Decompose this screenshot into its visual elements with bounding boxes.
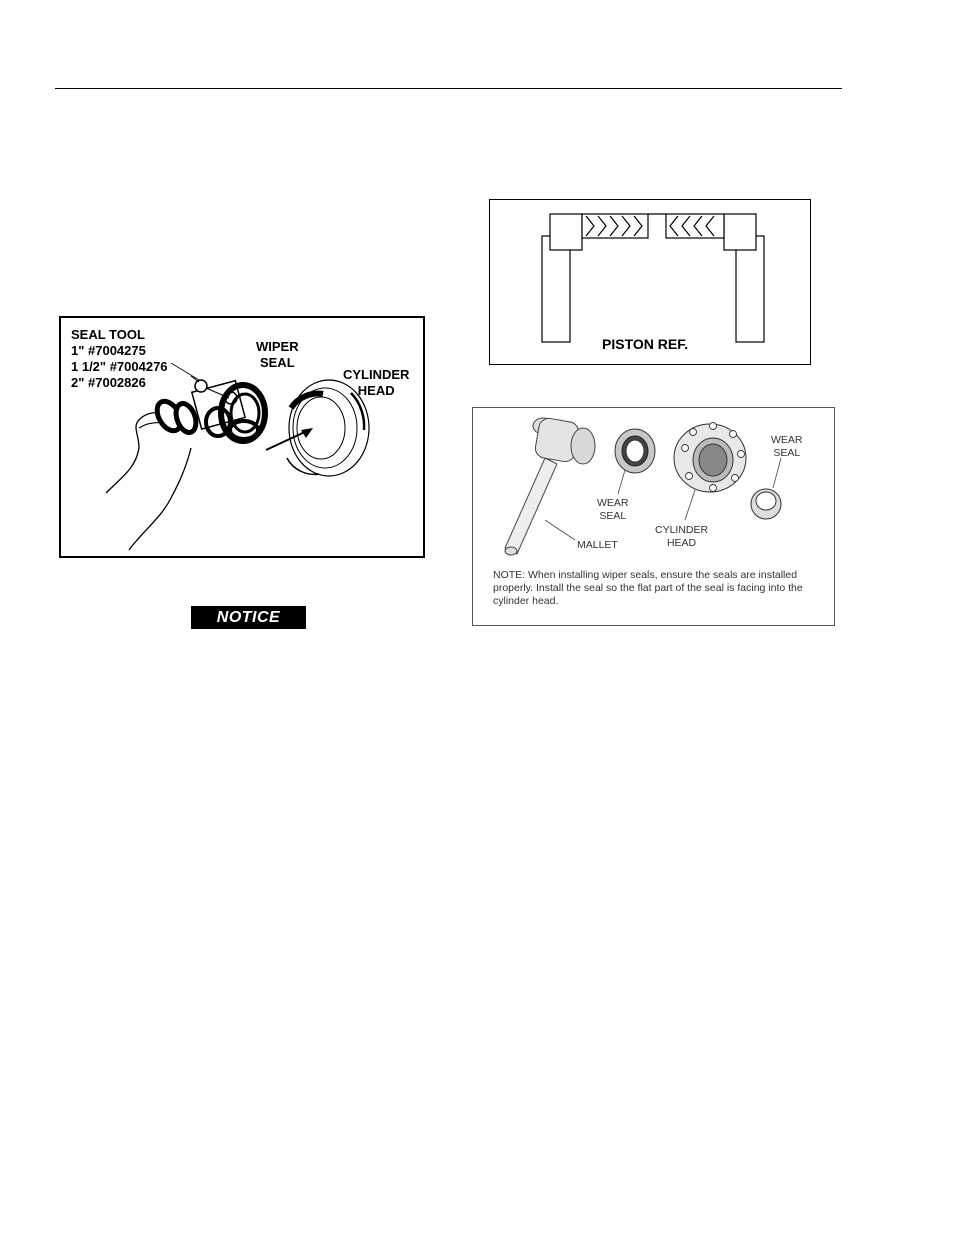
wear-seal-figure (472, 407, 835, 626)
piston-ref-figure (489, 199, 811, 365)
wear-seal-right-label: WEAR SEAL (771, 434, 803, 459)
notice-badge: NOTICE (191, 606, 306, 629)
wear-seal-left-label: WEAR SEAL (597, 497, 629, 522)
piston-ref-label: PISTON REF. (602, 336, 689, 352)
wiper-seal-label: WIPER SEAL (256, 339, 299, 370)
seal-tool-figure (59, 316, 425, 558)
cylinder-head-label: CYLINDER HEAD (655, 524, 709, 549)
seal-tool-title: SEAL TOOL (71, 327, 145, 342)
header-rule (55, 88, 842, 89)
seal-tool-size-2: 1 1/2" #7004276 (71, 359, 168, 374)
seal-tool-size-1: 1" #7004275 (71, 343, 146, 358)
wear-seal-note: NOTE: When installing wiper seals, ensure the seals are installed properly. Install the seal so the flat part of the seal is facing into the cylinder head. (493, 569, 803, 607)
cylinder-head-label: CYLINDER HEAD (343, 367, 410, 398)
mallet-label: MALLET (577, 539, 618, 551)
seal-tool-size-3: 2" #7002826 (71, 375, 146, 390)
